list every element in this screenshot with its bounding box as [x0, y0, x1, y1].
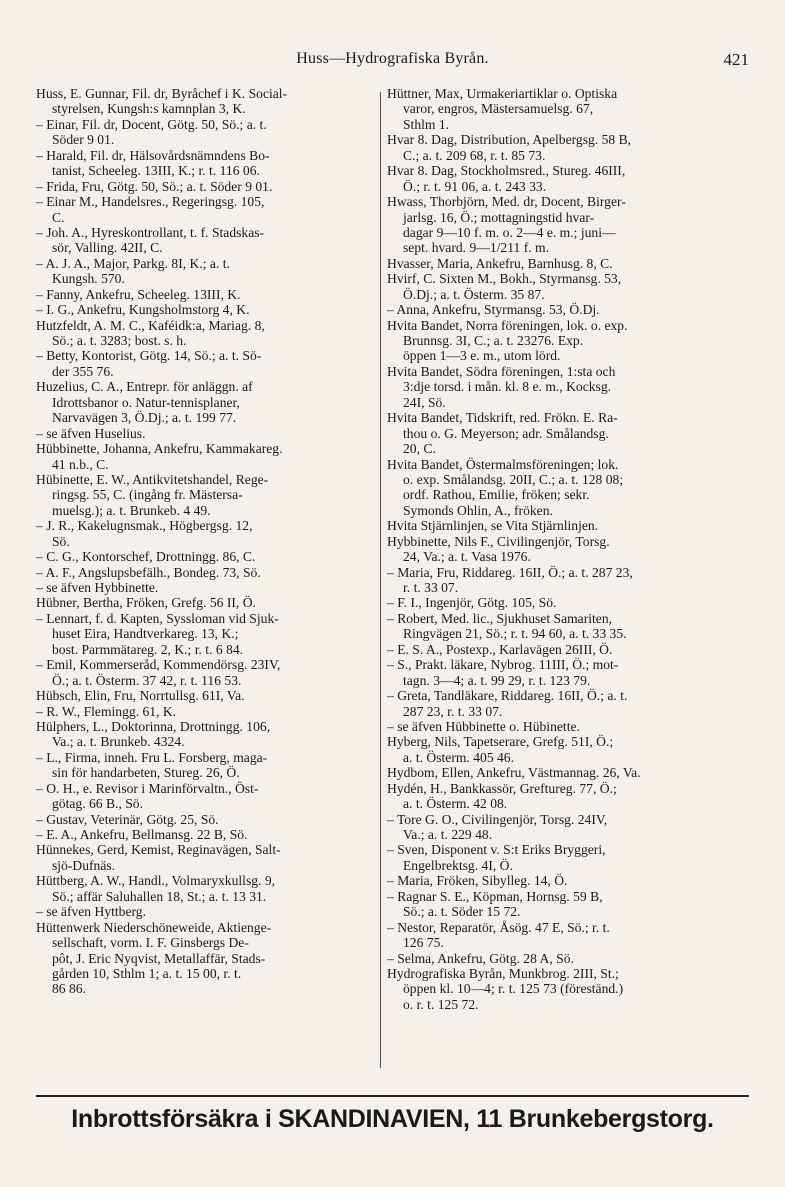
directory-line: – Tore G. O., Civilingenjör, Torsg. 24IV, [387, 811, 608, 827]
directory-line: – Gustav, Veterinär, Götg. 25, Sö. [36, 811, 219, 827]
directory-line: 3:dje torsd. i mån. kl. 8 e. m., Kocksg. [403, 379, 612, 395]
directory-line: Hyberg, Nils, Tapetserare, Grefg. 51I, Ö.; [387, 734, 614, 750]
directory-line: huset Eira, Handtverkareg. 13, K.; [52, 626, 239, 642]
directory-line: Hünnekes, Gerd, Kemist, Reginavägen, Salt- [36, 842, 281, 858]
directory-line: 126 75. [403, 935, 444, 951]
directory-line: – Selma, Ankefru, Götg. 28 A, Sö. [387, 950, 574, 966]
directory-line: jarlsg. 16, Ö.; mottagningstid hvar- [403, 209, 595, 225]
directory-line: – A. J. A., Major, Parkg. 8I, K.; a. t. [36, 255, 230, 271]
directory-line: Brunnsg. 3I, C.; a. t. 23276. Exp. [403, 333, 584, 348]
directory-line: – Ragnar S. E., Köpman, Hornsg. 59 B, [387, 888, 603, 904]
directory-line: 20, C. [403, 441, 436, 457]
directory-line: Hydbom, Ellen, Ankefru, Västmannag. 26, Va. [387, 765, 641, 781]
directory-line: 41 n.b., C. [52, 456, 109, 472]
directory-line: – Anna, Ankefru, Styrmansg. 53, Ö.Dj. [387, 302, 600, 318]
directory-line: Hüttenwerk Niederschöneweide, Aktienge- [36, 919, 272, 935]
directory-line: Va.; a. t. 229 48. [403, 827, 493, 842]
directory-line: Huss, E. Gunnar, Fil. dr, Byråchef i K. Social- [36, 86, 288, 101]
directory-line: – se äfven Hübbinette o. Hübinette. [387, 718, 580, 734]
directory-line: Hübinette, E. W., Antikvitetshandel, Rege- [36, 471, 269, 487]
directory-line: – Nestor, Reparatör, Åsög. 47 E, Sö.; r. t. [387, 919, 610, 935]
directory-line: 86 86. [52, 981, 86, 997]
page-header [36, 50, 749, 78]
directory-line: Va.; a. t. Brunkeb. 4324. [52, 734, 185, 750]
directory-line: C.; a. t. 209 68, r. t. 85 73. [403, 147, 546, 163]
directory-line: – Einar, Fil. dr, Docent, Götg. 50, Sö.; a. t. [36, 116, 267, 132]
directory-line: Hvar 8. Dag, Stockholmsred., Stureg. 46III, [387, 163, 626, 179]
directory-line: muelsg.); a. t. Brunkeb. 4 49. [52, 502, 211, 518]
directory-line: – se äfven Hyttberg. [36, 904, 146, 920]
directory-line: – Joh. A., Hyreskontrollant, t. f. Stadskas- [36, 224, 265, 240]
directory-line: – E. A., Ankefru, Bellmansg. 22 B, Sö. [36, 827, 248, 842]
directory-line: C. [52, 209, 65, 225]
directory-line: styrelsen, Kungsh:s kamnplan 3, K. [52, 101, 246, 117]
directory-line: – Maria, Fru, Riddareg. 16II, Ö.; a. t. 287 23, [387, 564, 633, 580]
directory-line: dagar 9—10 f. m. o. 2—4 e. m.; juni— [403, 224, 616, 240]
directory-line: Sö.; a. t. 3283; bost. s. h. [52, 333, 187, 348]
directory-line: – Harald, Fil. dr, Hälsovårdsnämndens Bo- [36, 147, 270, 163]
directory-line: Ringvägen 21, Sö.; r. t. 94 60, a. t. 33 35. [403, 626, 627, 642]
advertisement-banner: Inbrottsförsäkra i SKANDINAVIEN, 11 Brunkebergstorg. [71, 1105, 714, 1133]
directory-line: Sö.; affär Saluhallen 18, St.; a. t. 13 31. [52, 888, 267, 904]
directory-line: 24, Va.; a. t. Vasa 1976. [403, 549, 531, 565]
directory-line: Hydrografiska Byrån, Munkbrog. 2III, St.; [387, 965, 619, 981]
directory-line: varor, engros, Mästersamuelsg. 67, [403, 101, 594, 117]
directory-line: Kungsh. 570. [52, 271, 125, 287]
bottom-rule [36, 1095, 749, 1097]
directory-line: der 355 76. [52, 363, 114, 379]
directory-line: – R. W., Flemingg. 61, K. [36, 703, 177, 719]
directory-line: gården 10, Sthlm 1; a. t. 15 00, r. t. [52, 965, 242, 981]
directory-line: Huzelius, C. A., Entrepr. för anläggn. af [36, 379, 253, 395]
directory-line: Söder 9 01. [52, 132, 115, 148]
directory-line: o. exp. Smålandsg. 20II, C.; a. t. 128 08; [403, 471, 624, 487]
directory-line: – E. S. A., Postexp., Karlavägen 26III, Ö. [387, 641, 613, 657]
directory-line: Hutzfeldt, A. M. C., Kaféidk:a, Mariag. 8, [36, 317, 265, 333]
directory-line: bost. Parmmätareg. 2, K.; r. t. 6 84. [52, 641, 244, 657]
directory-line: Engelbrektsg. 4I, Ö. [403, 857, 513, 873]
directory-line: Hvita Bandet, Norra föreningen, lok. o. exp. [387, 317, 628, 333]
directory-line: Hybbinette, Nils F., Civilingenjör, Torsg. [387, 533, 610, 549]
left-column [36, 86, 376, 997]
directory-line: tanist, Scheeleg. 13III, K.; r. t. 116 06. [52, 163, 260, 179]
page-number: 421 [723, 50, 749, 69]
directory-line: thou o. G. Meyerson; adr. Smålandsg. [403, 425, 609, 441]
directory-line: Hvita Bandet, Södra föreningen, 1:sta och [387, 363, 616, 379]
directory-line: Ö.Dj.; a. t. Österm. 35 87. [403, 286, 545, 302]
right-column [387, 86, 739, 1012]
directory-line: – O. H., e. Revisor i Marinförvaltn., Öst- [36, 780, 259, 796]
directory-line: – Fanny, Ankefru, Scheeleg. 13III, K. [36, 286, 241, 302]
directory-line: – Betty, Kontorist, Götg. 14, Sö.; a. t. Sö- [36, 348, 262, 364]
directory-line: – A. F., Angslupsbefälh., Bondeg. 73, Sö. [36, 564, 261, 580]
directory-line: Hübsch, Elin, Fru, Norrtullsg. 61I, Va. [36, 688, 245, 704]
directory-line: – Frida, Fru, Götg. 50, Sö.; a. t. Söder 9 01. [36, 178, 273, 194]
directory-line: Symonds Ohlin, A., fröken. [403, 502, 553, 518]
directory-line: Ö.; r. t. 91 06, a. t. 243 33. [403, 178, 547, 194]
directory-line: – L., Firma, inneh. Fru L. Forsberg, maga- [36, 749, 268, 765]
directory-line: götag. 66 B., Sö. [52, 796, 144, 812]
directory-line: – C. G., Kontorschef, Drottningg. 86, C. [36, 549, 256, 565]
directory-line: öppen 1—3 e. m., utom lörd. [403, 348, 561, 364]
directory-line: sin för handarbeten, Stureg. 26, Ö. [52, 765, 240, 781]
directory-line: Hvita Stjärnlinjen, se Vita Stjärnlinjen. [387, 518, 599, 534]
directory-line: Hvirf, C. Sixten M., Bokh., Styrmansg. 53, [387, 271, 622, 287]
directory-line: pôt, J. Eric Nyqvist, Metallaffär, Stads- [52, 950, 266, 966]
directory-line: – Einar M., Handelsres., Regeringsg. 105, [36, 194, 265, 210]
directory-line: ringsg. 55, C. (ingång fr. Mästersa- [52, 487, 243, 503]
directory-line: Hüttner, Max, Urmakeriartiklar o. Optiska [387, 86, 618, 101]
directory-line: – Robert, Med. lic., Sjukhuset Samariten, [387, 610, 613, 626]
running-title: Huss—Hydrografiska Byrån. [296, 50, 489, 67]
directory-line: tagn. 3—4; a. t. 99 29, r. t. 123 79. [403, 672, 591, 688]
directory-line: – se äfven Hybbinette. [36, 580, 159, 595]
directory-line: Hydén, H., Bankkassör, Greftureg. 77, Ö.; [387, 780, 617, 796]
directory-line: – F. I., Ingenjör, Götg. 105, Sö. [387, 595, 557, 611]
directory-line: a. t. Österm. 42 08. [403, 796, 508, 812]
directory-line: 287 23, r. t. 33 07. [403, 703, 503, 719]
directory-line: sept. hvard. 9—1/211 f. m. [403, 240, 549, 256]
directory-line: sör, Valling. 42II, C. [52, 240, 163, 256]
directory-line: sellschaft, vorm. I. F. Ginsbergs De- [52, 935, 249, 951]
directory-line: – Maria, Fröken, Sibylleg. 14, Ö. [387, 873, 568, 889]
directory-line: r. t. 33 07. [403, 580, 459, 595]
directory-line: Sö. [52, 533, 70, 549]
directory-line: Idrottsbanor o. Natur-tennisplaner, [52, 394, 240, 410]
directory-line: Hübbinette, Johanna, Ankefru, Kammakareg. [36, 441, 283, 457]
directory-line: Hwass, Thorbjörn, Med. dr, Docent, Birger- [387, 194, 626, 210]
directory-line: Hvita Bandet, Östermalmsföreningen; lok. [387, 456, 619, 472]
directory-line: – J. R., Kakelugnsmak., Högbergsg. 12, [36, 518, 253, 534]
directory-line: Ö.; a. t. Österm. 37 42, r. t. 116 53. [52, 672, 242, 688]
directory-line: sjö-Dufnäs. [52, 857, 116, 873]
directory-line: Hvar 8. Dag, Distribution, Apelbergsg. 58 B, [387, 132, 632, 148]
directory-line: Sö.; a. t. Söder 15 72. [403, 904, 521, 920]
directory-line: – se äfven Huselius. [36, 425, 146, 441]
directory-line: Sthlm 1. [403, 116, 450, 132]
directory-line: 24I, Sö. [403, 394, 446, 410]
directory-line: Hüttberg, A. W., Handl., Volmaryxkullsg. 9, [36, 873, 276, 889]
directory-line: – Greta, Tandläkare, Riddareg. 16II, Ö.; a. t. [387, 688, 628, 704]
directory-line: – S., Prakt. läkare, Nybrog. 11III, Ö.; mot- [387, 657, 619, 673]
directory-line: Hübner, Bertha, Fröken, Grefg. 56 II, Ö. [36, 595, 256, 611]
directory-line: öppen kl. 10—4; r. t. 125 73 (föreständ.) [403, 981, 624, 997]
directory-line: ordf. Rathou, Emilie, fröken; sekr. [403, 487, 590, 503]
directory-line: Hülphers, L., Doktorinna, Drottningg. 106, [36, 718, 271, 734]
directory-line: – Emil, Kommerseråd, Kommendörsg. 23IV, [36, 657, 281, 673]
column-divider [380, 92, 381, 1068]
directory-line: – Sven, Disponent v. S:t Eriks Bryggeri, [387, 842, 606, 858]
directory-line: – I. G., Ankefru, Kungsholmstorg 4, K. [36, 302, 250, 318]
directory-line: Hvasser, Maria, Ankefru, Barnhusg. 8, C. [387, 255, 613, 271]
directory-line: a. t. Österm. 405 46. [403, 749, 515, 765]
directory-line: o. r. t. 125 72. [403, 996, 479, 1012]
directory-line: Hvita Bandet, Tidskrift, red. Frökn. E. Ra- [387, 410, 618, 426]
directory-line: – Lennart, f. d. Kapten, Syssloman vid Sjuk- [36, 610, 279, 626]
directory-line: Narvavägen 3, Ö.Dj.; a. t. 199 77. [52, 410, 237, 426]
